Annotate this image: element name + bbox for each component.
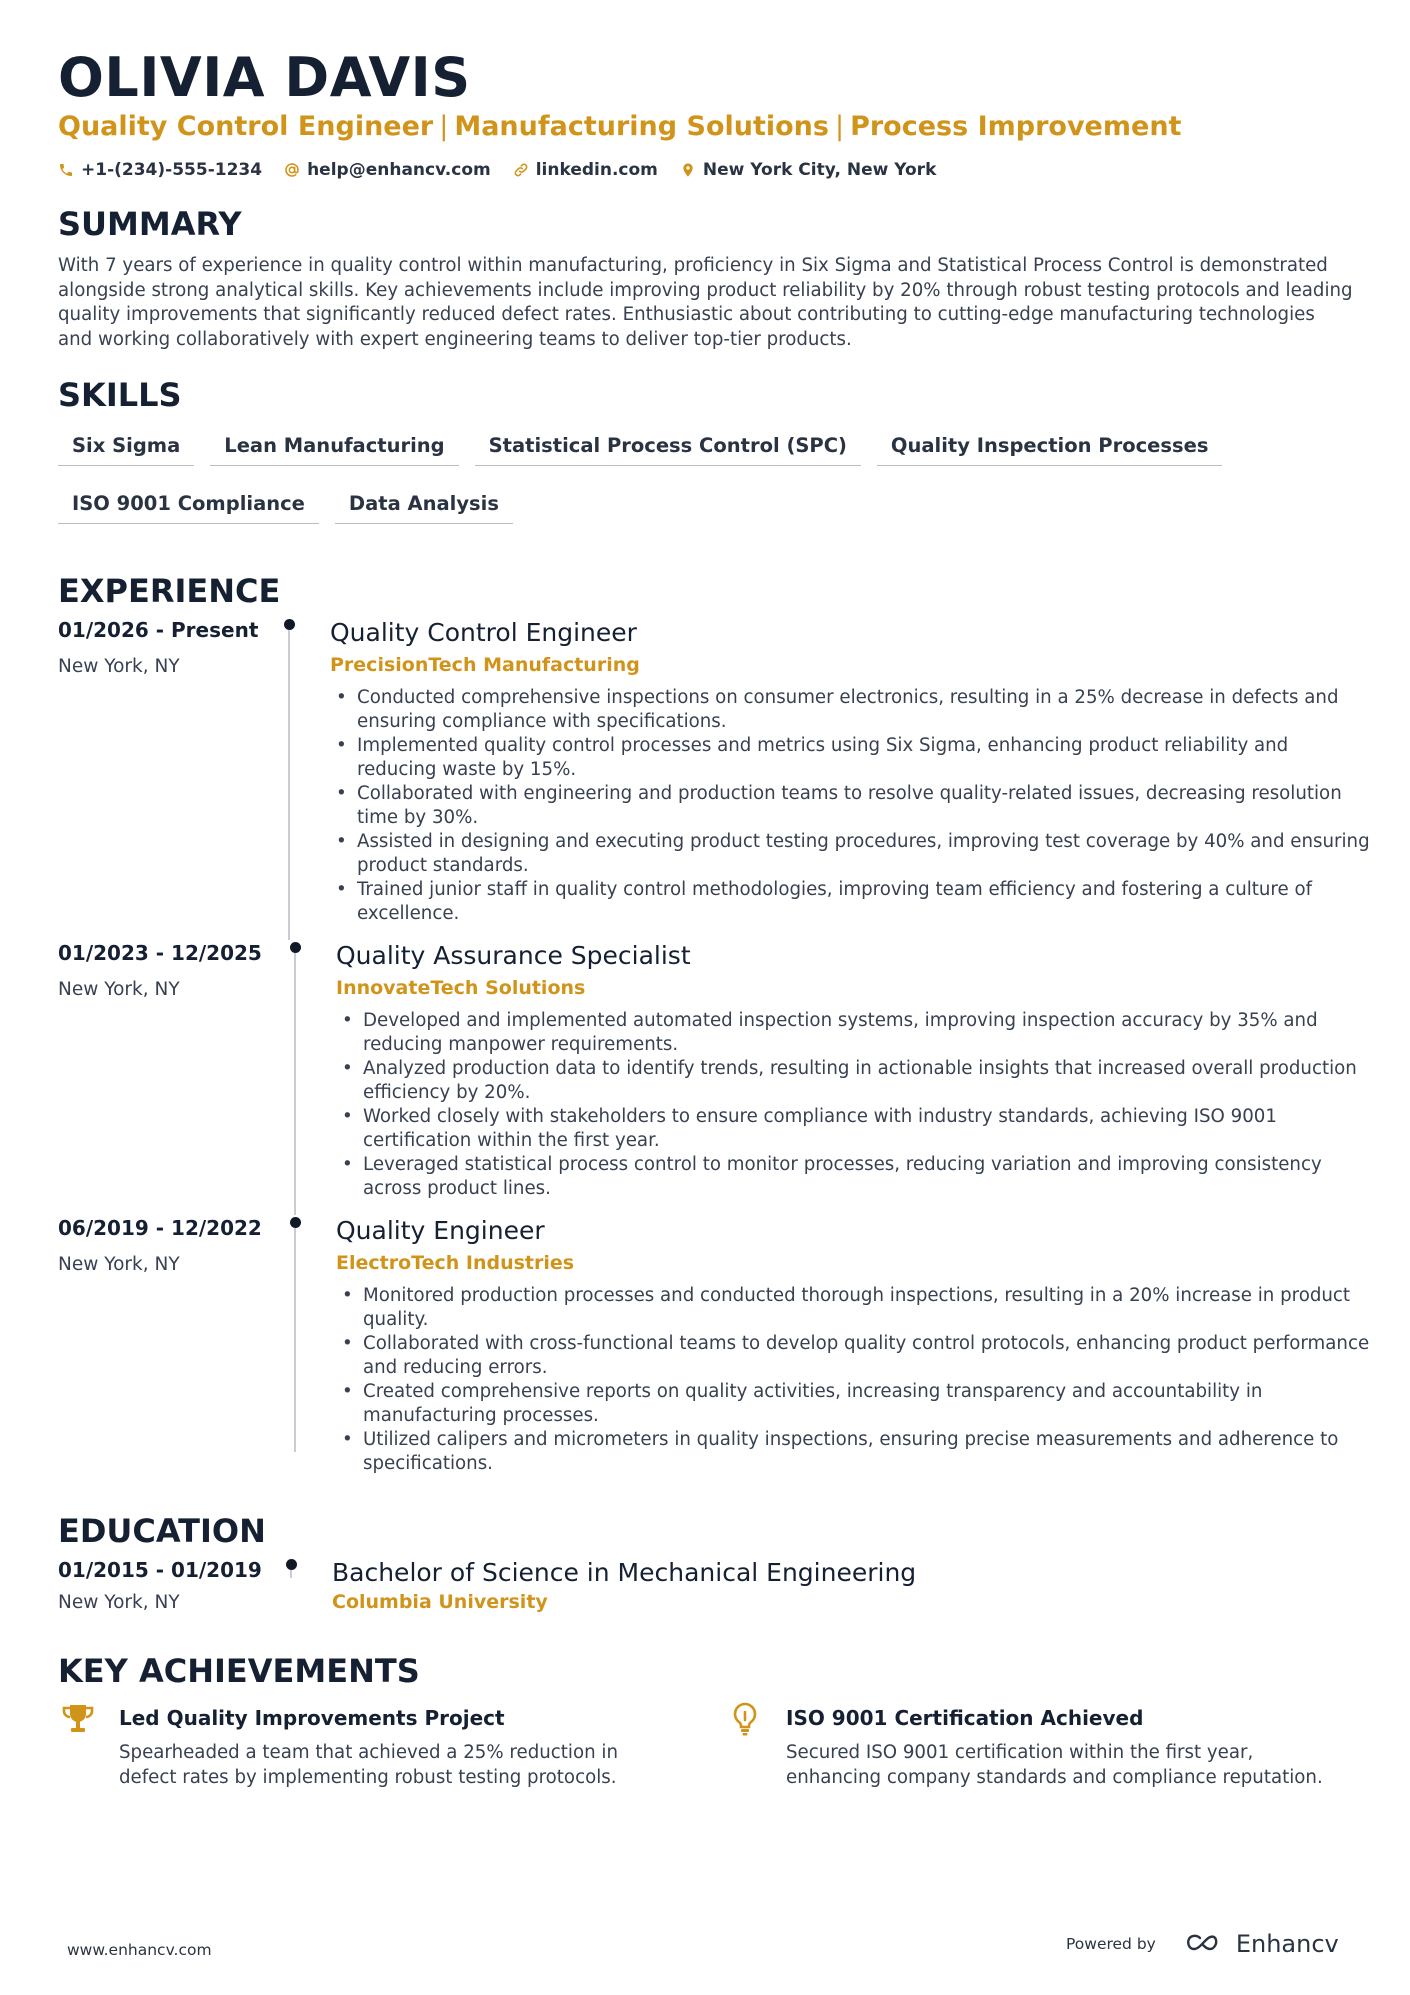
headline-separator: | [439, 111, 449, 142]
location-pin-icon [680, 162, 696, 178]
achievement-description: Secured ISO 9001 certification within the first year, enhancing company standards and compliance reputation. [786, 1742, 1323, 1788]
phone-text: +1-(234)-555-1234 [81, 160, 263, 180]
achievement-title: Led Quality Improvements Project [119, 1706, 505, 1730]
achievement-item [727, 1701, 1327, 1791]
footer-website-link[interactable]: www.enhancv.com [67, 1941, 212, 1959]
brand-logo[interactable] [1184, 1930, 1339, 1958]
timeline-dot [284, 619, 295, 630]
entry-bullets [336, 1284, 1376, 1476]
timeline-line [290, 1570, 292, 1578]
headline-separator: | [834, 111, 845, 142]
timeline-dot [286, 1559, 297, 1570]
achievements-title: KEY ACHIEVEMENTS [58, 1652, 420, 1690]
skill-tag: Quality Inspection Processes [877, 428, 1223, 466]
achievement-description: Spearheaded a team that achieved a 25% reduction in defect rates by implementing robust testing protocols. [119, 1742, 618, 1788]
summary-title: SUMMARY [58, 205, 242, 243]
bullet-item: • Analyzed production data to identify trends, resulting in actionable insights that increased overall production efficiency by 20%. [336, 1057, 1376, 1105]
candidate-name: OLIVIA DAVIS [58, 46, 471, 109]
entry-dates: 01/2026 - Present [58, 618, 259, 642]
entry-role: Quality Engineer [336, 1216, 545, 1245]
entry-dates: 01/2015 - 01/2019 [58, 1558, 262, 1582]
bullet-item: • Assisted in designing and executing product testing procedures, improving test coverage by 40% and ensuring product standards. [330, 830, 1370, 878]
email-text: help@enhancv.com [307, 160, 491, 180]
school: Columbia University [332, 1591, 548, 1613]
skills-list [58, 428, 1308, 524]
entry-location: New York, NY [58, 1592, 180, 1613]
headline [58, 111, 1181, 142]
headline-part: Process Improvement [850, 111, 1182, 142]
entry-bullets [336, 1009, 1376, 1201]
contact-email[interactable] [284, 160, 491, 180]
skill-tag: Data Analysis [335, 486, 513, 524]
summary-text: With 7 years of experience in quality control within manufacturing, proficiency in Six Sigma and Statistical Process Control is demonstrated alongside strong analytical skills. Key achievements include improving product reliability by 20% through robust testing protocols and leading quality improvements that significantly reduced defect rates. Enthusiastic about contributing to cutting-edge manufacturing technologies and working collaboratively with expert engineering teams to deliver top-tier products. [58, 255, 1353, 350]
skill-tag: Six Sigma [58, 428, 194, 466]
bullet-item: • Collaborated with cross-functional teams to develop quality control protocols, enhancing product performance and reducing errors. [336, 1332, 1376, 1380]
bullet-item: • Trained junior staff in quality control methodologies, improving team efficiency and fostering a culture of excellence. [330, 878, 1370, 926]
entry-company: InnovateTech Solutions [336, 977, 586, 999]
entry-company: PrecisionTech Manufacturing [330, 654, 640, 676]
skill-tag: ISO 9001 Compliance [58, 486, 319, 524]
bullet-item: • Worked closely with stakeholders to ensure compliance with industry standards, achieving ISO 9001 certification within the first year. [336, 1105, 1376, 1153]
achievement-item [60, 1701, 660, 1791]
education-title: EDUCATION [58, 1512, 266, 1550]
brand-name: Enhancv [1235, 1930, 1339, 1958]
bullet-item: • Developed and implemented automated inspection systems, improving inspection accuracy by 35% and reducing manpower requirements. [336, 1009, 1376, 1057]
trophy-icon [60, 1701, 96, 1737]
location-text: New York City, New York [702, 160, 937, 180]
link-icon [513, 162, 529, 178]
education-entry [58, 1558, 1358, 1628]
footer-branding [1066, 1930, 1339, 1958]
entry-role: Quality Control Engineer [330, 618, 637, 647]
at-icon [284, 162, 300, 178]
entry-role: Quality Assurance Specialist [336, 941, 691, 970]
skill-tag: Lean Manufacturing [210, 428, 458, 466]
linkedin-text: linkedin.com [535, 160, 658, 180]
entry-bullets [330, 686, 1370, 926]
entry-location: New York, NY [58, 656, 180, 677]
bullet-item: • Conducted comprehensive inspections on consumer electronics, resulting in a 25% decrease in defects and ensuring compliance with specifications. [330, 686, 1370, 734]
skills-title: SKILLS [58, 376, 182, 414]
bullet-item: • Collaborated with engineering and production teams to resolve quality-related issues, decreasing resolution time by 30%. [330, 782, 1370, 830]
contact-location [680, 160, 936, 180]
powered-by-label: Powered by [1066, 1935, 1156, 1953]
enhancv-logo-icon [1184, 1933, 1228, 1955]
phone-icon [58, 162, 74, 178]
experience-title: EXPERIENCE [58, 572, 281, 610]
entry-location: New York, NY [58, 979, 180, 1000]
bullet-item: • Leveraged statistical process control to monitor processes, reducing variation and improving consistency across product lines. [336, 1153, 1376, 1201]
bullet-item: • Implemented quality control processes and metrics using Six Sigma, enhancing product reliability and reducing waste by 15%. [330, 734, 1370, 782]
entry-dates: 01/2023 - 12/2025 [58, 941, 262, 965]
headline-part: Quality Control Engineer [58, 111, 434, 142]
contact-linkedin[interactable] [513, 160, 658, 180]
experience-entry [58, 1216, 1370, 1474]
contact-bar [58, 160, 936, 180]
entry-dates: 06/2019 - 12/2022 [58, 1216, 262, 1240]
contact-phone[interactable] [58, 160, 262, 180]
entry-company: ElectroTech Industries [336, 1252, 575, 1274]
experience-entry [58, 941, 1358, 1211]
achievement-title: ISO 9001 Certification Achieved [786, 1706, 1144, 1730]
bullet-item: • Monitored production processes and conducted thorough inspections, resulting in a 20% increase in product quality. [336, 1284, 1376, 1332]
lightbulb-icon [727, 1701, 763, 1737]
degree: Bachelor of Science in Mechanical Engineering [332, 1558, 917, 1587]
timeline-dot [290, 1217, 301, 1228]
bullet-item: • Created comprehensive reports on quality activities, increasing transparency and accountability in manufacturing processes. [336, 1380, 1376, 1428]
entry-location: New York, NY [58, 1254, 180, 1275]
timeline-line [294, 1228, 296, 1452]
skill-tag: Statistical Process Control (SPC) [475, 428, 861, 466]
timeline-line [294, 953, 296, 1215]
timeline-dot [290, 942, 301, 953]
headline-part: Manufacturing Solutions [454, 111, 829, 142]
experience-entry [58, 618, 1370, 938]
timeline-line [288, 630, 290, 940]
bullet-item: • Utilized calipers and micrometers in quality inspections, ensuring precise measurements and adherence to specifications. [336, 1428, 1376, 1476]
